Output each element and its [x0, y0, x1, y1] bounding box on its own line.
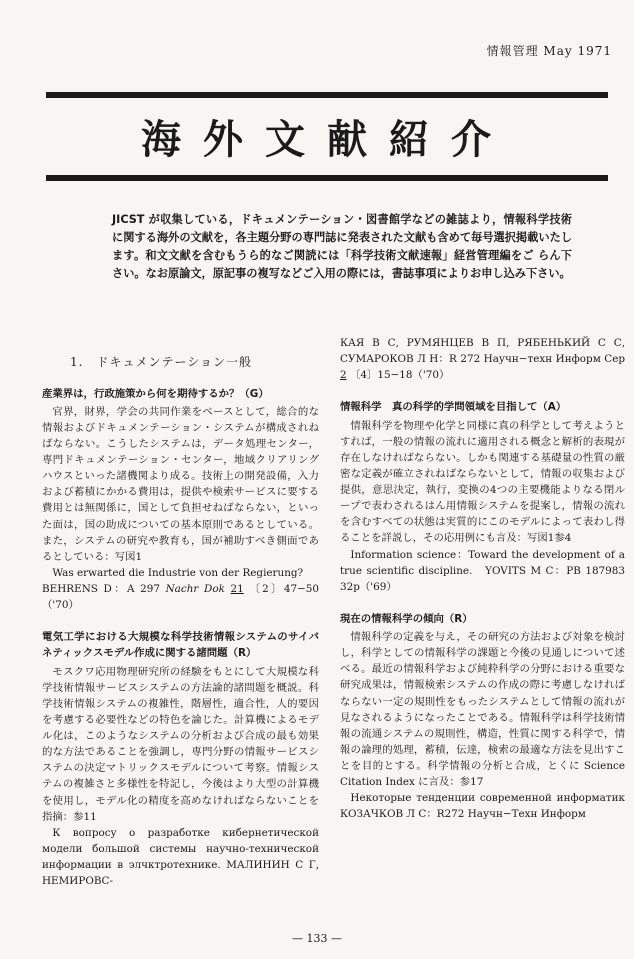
article — [42, 629, 319, 889]
journal-header: 情報管理 May 1971 — [486, 44, 612, 58]
page-title: 海外文献紹介 — [141, 117, 513, 163]
citation-pages: 〔2〕47−50（'70） — [42, 583, 320, 612]
article-citation-title: Was erwarted die Industrie von der Regierung? — [52, 566, 304, 579]
right-column — [340, 335, 625, 839]
article-title: 情報科学 真の科学的学問領域を目指して（A） — [340, 401, 567, 414]
section-heading: 1. ドキュメンテーション一般 — [70, 355, 252, 369]
article-citation: Некоторые тенденции современной информатик КОЗАЧКОВ Л С：R272 Научн−Техн Информ — [340, 792, 625, 821]
article-body — [340, 629, 625, 823]
citation-continuation — [340, 335, 625, 383]
article-abstract: 情報科学を物理や化学と同様に真の科学として考えようとすれば，一般の情報の流れに適用される概念と解析的表現が存在しなければならない。しかも関連する基礎量の性質の厳密な定義が確立されねばならないとして，情報の収集および提供，意思決定，執行，変換の4つの主要機能よりなる閉ループで表わされるはん用情報システムを提案し，情報の流れを含むすべての状態は実質的にこのモデルによって表わし得ることを詳説し，その応用例にも言及：写図1参4 — [340, 419, 625, 545]
article-abstract: 官界，財界，学会の共同作業をベースとして，総合的な情報およびドキュメンテーション・システムが構成されねばならない。こうしたシステムは，データ処理センター，専門ドキュメンテーション・センター，地域クリアリングハウスといった諸機関より成る。技術上の開発設備，入力および蓄積にかかる費用は，提供や検索サービスに要する費用とは無関係に，国として負担せねばならない，といった面は，国の助成についての基本原則であるとしている。また，システムの研究や教育も，国が補助すべき側面であるとしている：写図1 — [42, 405, 319, 563]
article-title: 現在の情報科学の傾向（R） — [340, 612, 473, 625]
intro-text: JICST が収集している，ドキュメンテーション・図書館学などの雑誌より，情報科学技術に関する海外の文献を，各主題分野の専門誌に発表された文献も含めて毎号選択掲載いたします。和文文献を含むもうら的なご関読には「科学技術文献速報」経営管理編をご らん下さい。なお原論文，原記事の複写などご入用の際には，書誌事項によりお申し込み下さい。 — [112, 213, 572, 281]
title-top-rule — [46, 92, 608, 98]
article-abstract: 情報科学の定義を与え，その研究の方法および対象を検討し，科学としての情報科学の課題と今後の見通しについて述べる。最近の情報科学および純粋科学の分野における重要な研究成果は，情報検索システムの作成の際に考慮しなければならない一定の規則性をもったシステムとして情報の流れが見なされるようになったことである。情報科学は科学技術情報の流通システムの規則性，構造，性質に関する科学で，情報の論理的処理，蓄積，伝達，検索の最適な方法を見出すことを目的とする。科学情報の分析と合成，とくに Science Citation Index に言及：参17 — [340, 631, 625, 789]
citation-volume: 21 — [230, 583, 244, 596]
title-bottom-rule — [46, 175, 608, 181]
article — [340, 611, 625, 823]
article-body — [42, 404, 319, 614]
article-citation — [42, 581, 319, 613]
article — [340, 399, 625, 595]
left-column — [42, 335, 319, 905]
continued-citation — [340, 335, 625, 383]
article-title: 産業界は，行政施策から何を期待するか？（G） — [42, 387, 269, 400]
intro-paragraph — [112, 211, 572, 284]
citation-authors: КАЯ В С, РУМЯНЦЕВ В П, РЯБЕНЬКИЙ С С, СУМАРОКОВ Л Н：R 272 Научн−техн Информ Сер — [340, 337, 625, 366]
page-number: — 133 — — [292, 932, 342, 945]
citation-journal: Nachr Dok — [165, 583, 225, 596]
article-citation: Information science：Toward the development of a true scientific discipline. YOVITS M C：PB 187983 32p（'69） — [340, 548, 625, 593]
article-title: 電気工学における大規模な科学技術情報システムのサイバネティックスモデル作成に関する諸問題（R） — [42, 631, 319, 660]
citation-volume: 2 — [340, 369, 347, 382]
citation-pages: 〔4〕15−18（'70） — [349, 369, 450, 382]
article-citation: К вопросу о разработке кибернетической модели большой системы научно-технической информации в элчктротехнике. МАЛИНИН С Г, НЕМИРОВС- — [42, 826, 319, 888]
article-abstract: モスクワ応用物理研究所の経験をもとにして大規模な科学技術情報サービスシステムの方法論的諸問題を概説。科学技術情報システムの複雑性，階層性，適合性，人的要因を考慮する必要性などの特色を論じた。計算機によるモデル化は，このようなシステムの分析および合成の最も効果的な方法であることを強調し，専門分野の情報サービスシステムの決定マトリックスモデルについて考察。情報システムの複雑さと多様性を特記し，今後はより大型の計算機を使用し，モデル化の精度を高めなければならないことを指摘：参11 — [42, 665, 319, 823]
article-body — [340, 418, 625, 595]
article-body — [42, 664, 319, 890]
citation-authors: BEHRENS D：A 297 — [42, 583, 160, 596]
article — [42, 386, 319, 614]
